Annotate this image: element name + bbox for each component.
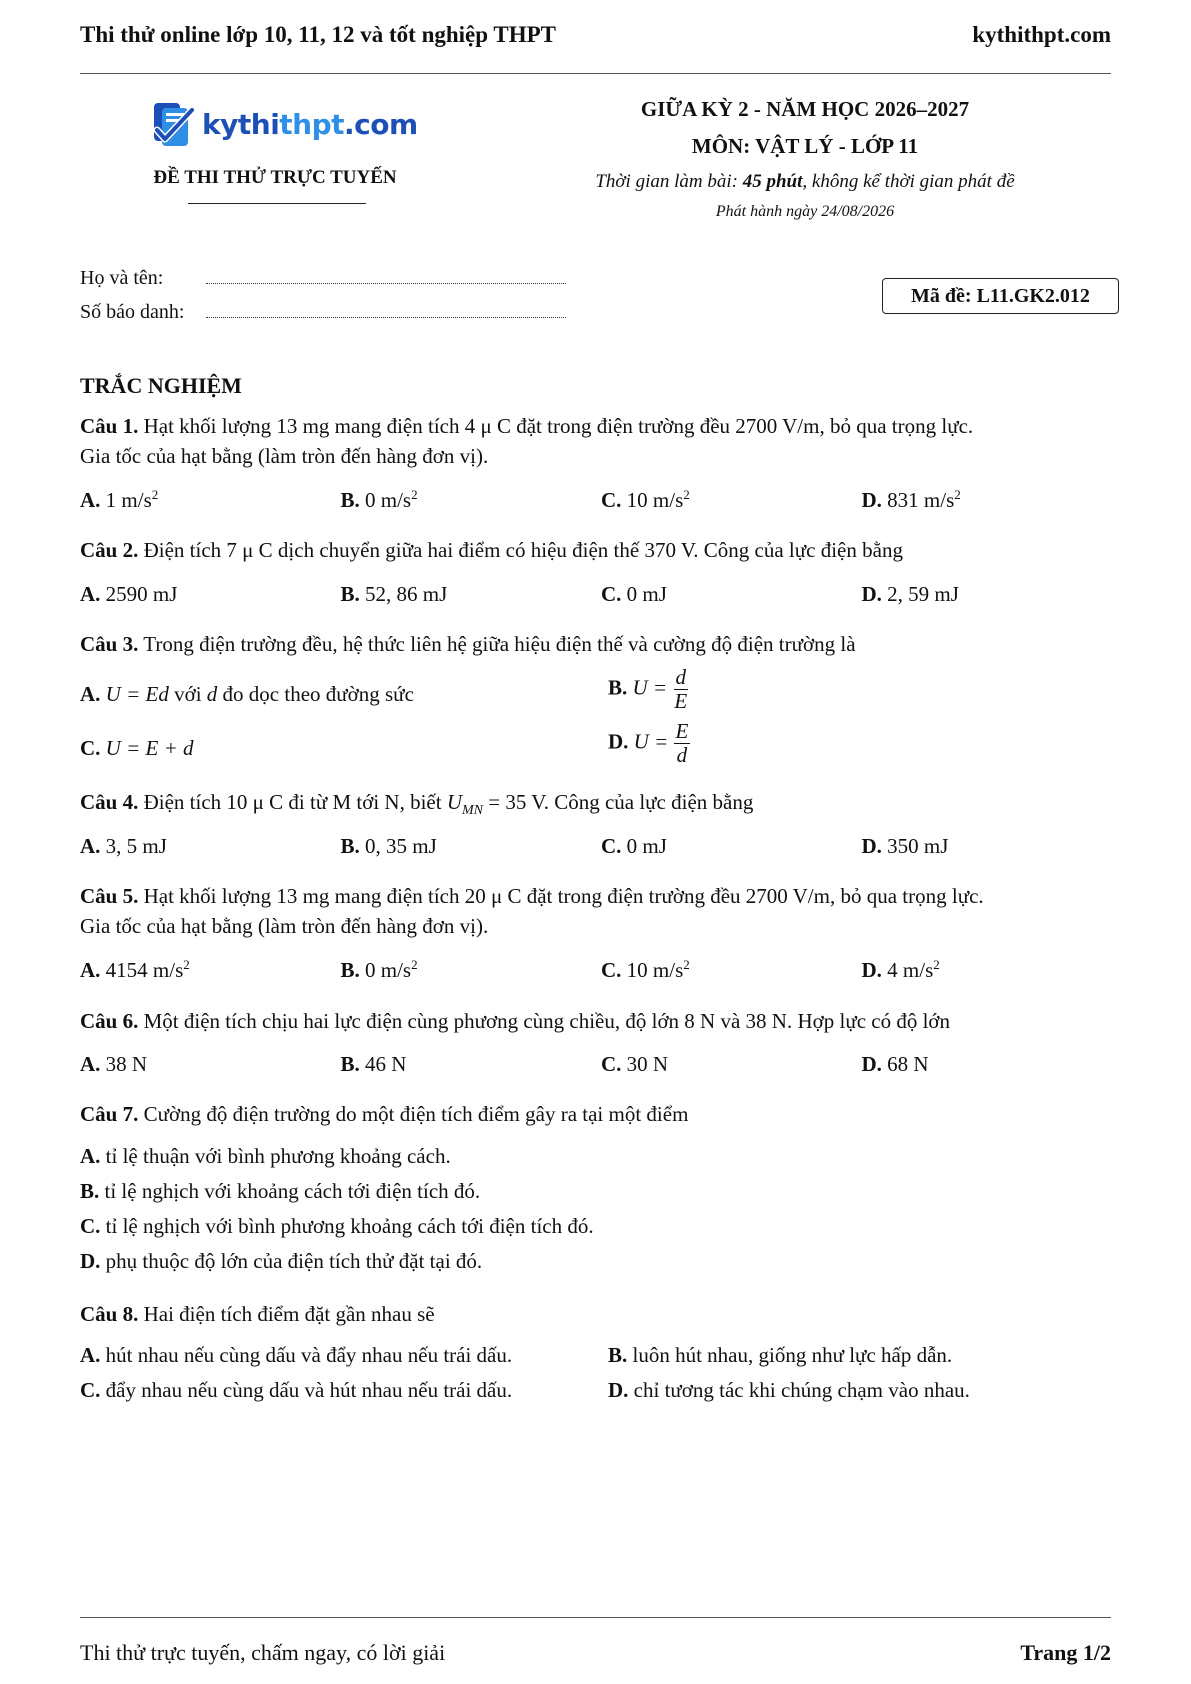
option-d[interactable]: D. phụ thuộc độ lớn của điện tích thử đặt tại đó. (80, 1249, 483, 1273)
student-name-label: Họ và tên: (80, 267, 164, 289)
section-heading: TRẮC NGHIỆM (80, 373, 242, 398)
page-number: Trang 1/2 (1020, 1640, 1111, 1665)
site-logo (152, 100, 418, 148)
running-header (80, 22, 1111, 48)
header-site: kythithpt.com (972, 22, 1111, 47)
option-b[interactable]: B. luôn hút nhau, giống như lực hấp dẫn. (608, 1343, 953, 1367)
option-d[interactable]: D. 68 N (861, 1052, 929, 1076)
exam-code-badge: Mã đề: L11.GK2.012 (882, 278, 1119, 314)
option-b[interactable]: B. 0 $m/s^2$ (340, 487, 418, 512)
option-c[interactable]: C. U = E + d (80, 736, 194, 760)
student-name-row (80, 267, 566, 290)
question-4: Câu 4. Điện tích 10 μ C đi từ M tới N, biết $U_{MN} = 35$ V. Công của lực điện bằng (80, 790, 754, 818)
logo-check-icon (152, 100, 198, 148)
option-b[interactable]: B. 0 $m/s^2$ (340, 957, 418, 982)
exam-release-date: Phát hành ngày 24/08/2026 (715, 203, 895, 220)
option-c[interactable]: C. đẩy nhau nếu cùng dấu và hút nhau nếu trái dấu. (80, 1378, 513, 1402)
question-5-options (80, 957, 1122, 983)
exam-title: GIỮA KỲ 2 - NĂM HỌC 2026–2027 (640, 97, 970, 121)
option-c[interactable]: C. 0 mJ (601, 834, 667, 858)
logo-wordmark: kythithpt.com (202, 107, 418, 141)
option-b[interactable]: B. 46 N (340, 1052, 407, 1076)
question-3: Câu 3. Trong điện trường đều, hệ thức liên hệ giữa hiệu điện thế và cường độ điện trường là (80, 632, 856, 656)
option-c[interactable]: C. 10 $m/s^2$ (601, 487, 690, 512)
option-a[interactable]: A. 4154 $m/s^2$ (80, 957, 190, 982)
trial-label: ĐỀ THI THỬ TRỰC TUYẾN (153, 167, 397, 188)
exam-subject: MÔN: VẬT LÝ - LỚP 11 (691, 134, 919, 158)
option-a[interactable]: A. 38 N (80, 1052, 148, 1076)
footer-rule (80, 1617, 1111, 1618)
question-2: Câu 2. Điện tích 7 μ C dịch chuyển giữa hai điểm có hiệu điện thế 370 V. Công của lực điện bằng (80, 538, 903, 562)
option-d[interactable]: D. chỉ tương tác khi chúng chạm vào nhau. (608, 1378, 970, 1402)
option-a[interactable]: A. 1 $m/s^2$ (80, 487, 159, 512)
option-d[interactable]: D. 4 $m/s^2$ (861, 957, 940, 982)
fraction: $\frac{E}{d}$ (675, 719, 689, 768)
student-name-field[interactable] (206, 268, 566, 284)
header-rule (80, 73, 1111, 74)
option-a[interactable]: A. 2590 mJ (80, 582, 178, 606)
option-b[interactable]: B. U = $\frac{d}{E}$ (608, 665, 688, 714)
question-6: Câu 6. Một điện tích chịu hai lực điện cùng phương cùng chiều, độ lớn 8 N và 38 N. Hợp lực có độ lớn (80, 1009, 951, 1033)
footer-tagline: Thi thử trực tuyến, chấm ngay, có lời giải (80, 1640, 446, 1665)
question-1: Câu 1. Hạt khối lượng 13 mg mang điện tích 4 μ C đặt trong điện trường đều 2700 V/m, bỏ qua trọng lực. Gia tốc của hạt bằng (làm tròn đến hàng đơn vị). (80, 414, 974, 468)
student-id-label: Số báo danh: (80, 301, 185, 323)
question-6-options (80, 1052, 1122, 1077)
option-b[interactable]: B. 52, 86 mJ (340, 582, 448, 606)
exam-duration: Thời gian làm bài: 45 phút, không kể thời gian phát đề (595, 171, 1015, 192)
question-5: Câu 5. Hạt khối lượng 13 mg mang điện tích 20 μ C đặt trong điện trường đều 2700 V/m, bỏ qua trọng lực. Gia tốc của hạt bằng (làm tròn đến hàng đơn vị). (80, 884, 984, 938)
question-1-options (80, 487, 1122, 513)
trial-underline (188, 203, 366, 204)
student-id-field[interactable] (206, 302, 566, 318)
fraction: $\frac{d}{E}$ (674, 665, 688, 714)
option-c[interactable]: C. tỉ lệ nghịch với bình phương khoảng cách tới điện tích đó. (80, 1214, 594, 1238)
option-a[interactable]: A. tỉ lệ thuận với bình phương khoảng cách. (80, 1144, 451, 1168)
question-8: Câu 8. Hai điện tích điểm đặt gần nhau sẽ (80, 1302, 435, 1326)
option-a[interactable]: A. 3, 5 mJ (80, 834, 167, 858)
question-2-options (80, 582, 1122, 607)
header-left-text: Thi thử online lớp 10, 11, 12 và tốt nghiệp THPT (80, 22, 556, 47)
option-c[interactable]: C. 10 $m/s^2$ (601, 957, 690, 982)
option-a[interactable]: A. U = Ed với d đo dọc theo đường sức (80, 682, 414, 706)
student-id-row (80, 301, 566, 324)
page-footer (80, 1640, 1111, 1666)
option-b[interactable]: B. 0, 35 mJ (340, 834, 437, 858)
option-d[interactable]: D. U = $\frac{E}{d}$ (608, 719, 689, 768)
option-d[interactable]: D. 350 mJ (861, 834, 949, 858)
question-4-options (80, 834, 1122, 859)
option-c[interactable]: C. 0 mJ (601, 582, 667, 606)
option-d[interactable]: D. 831 $m/s^2$ (861, 487, 961, 512)
question-7: Câu 7. Cường độ điện trường do một điện tích điểm gây ra tại một điểm (80, 1102, 689, 1126)
option-b[interactable]: B. tỉ lệ nghịch với khoảng cách tới điện tích đó. (80, 1179, 481, 1203)
option-c[interactable]: C. 30 N (601, 1052, 669, 1076)
option-a[interactable]: A. hút nhau nếu cùng dấu và đẩy nhau nếu trái dấu. (80, 1343, 513, 1367)
option-d[interactable]: D. 2, 59 mJ (861, 582, 959, 606)
